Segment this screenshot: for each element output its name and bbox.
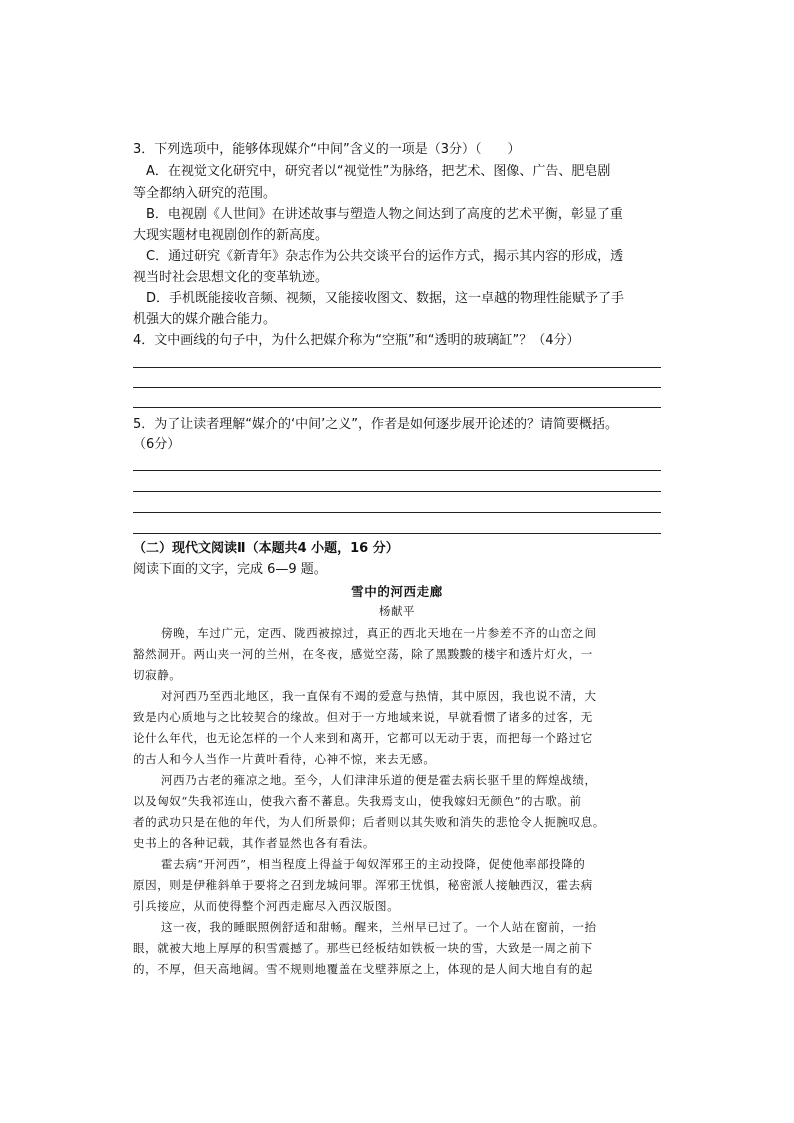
q3-option-a-line2: 等全都纳入研究的范围。 (133, 186, 277, 201)
article-p5-line3: 的，不厚，但天高地阔。雪不规则地覆盖在戈壁莽原之上，体现的是人间大地自有的起 (133, 962, 593, 976)
article-p2-line4: 的古人和今人当作一片黄叶看待，心神不惊，来去无感。 (133, 752, 436, 766)
q3-option-d-line1: D．手机既能接收音频、视频，又能接收图文、数据，这一卓越的物理性能赋予了手 (146, 291, 625, 306)
q5-answer-line-2[interactable] (133, 491, 661, 492)
q4-answer-line-2[interactable] (133, 387, 661, 388)
section2-heading: （二）现代文阅读Ⅱ（本题共4 小题，16 分） (133, 541, 399, 556)
article-p1-line1: 傍晚，车过广元，定西、陇西被掠过，真正的西北天地在一片参差不齐的山峦之间 (161, 626, 597, 640)
q3-stem: 3．下列选项中，能够体现媒介“中间”含义的一项是（3分）（ ） (133, 142, 521, 157)
q3-option-c-line1: C．通过研究《新青年》杂志作为公共交谈平台的运作方式，揭示其内容的形成，透 (146, 249, 624, 264)
article-p3-line3: 者的武功只是在他的年代，为人们所景仰；后者则以其失败和消失的悲怆令人扼腕叹息。 (133, 815, 605, 829)
q5-stem-line2: （6分） (133, 437, 181, 452)
article-p2-line1: 对河西乃至西北地区，我一直保有不竭的爱意与热情，其中原因，我也说不清，大 (161, 689, 597, 703)
article-p3-line4: 史书上的各种记载，其作者显然也各有看法。 (133, 836, 375, 850)
q5-answer-line-4[interactable] (133, 533, 661, 534)
article-p3-line2: 以及匈奴“失我祁连山，使我六畜不蕃息。失我焉支山，使我嫁妇无颜色”的古歌。前 (133, 794, 582, 808)
article-p1-line3: 切寂静。 (133, 668, 182, 682)
article-p4-line1: 霍去病“开河西”，相当程度上得益于匈奴浑邪王的主动投降，促使他率部投降的 (161, 857, 586, 871)
q4-stem: 4．文中画线的句子中，为什么把媒介称为“空瓶”和“透明的玻璃缸”？（4分） (133, 333, 580, 348)
q3-option-c-line2: 视当时社会思想文化的变革轨迹。 (133, 270, 329, 285)
q3-option-b-line2: 大现实题材电视剧创作的新高度。 (133, 228, 329, 243)
article-p4-line2: 原因，则是伊稚斜单于要将之召到龙城问罪。浑邪王忧惧，秘密派人接触西汉，霍去病 (133, 878, 593, 892)
q3-option-d-line2: 机强大的媒介融合能力。 (133, 312, 277, 327)
section2-instruction: 阅读下面的文字，完成 6—9 题。 (133, 562, 327, 577)
q3-option-b-line1: B．电视剧《人世间》在讲述故事与塑造人物之间达到了高度的艺术平衡，彰显了重 (146, 207, 623, 222)
article-p2-line3: 论什么年代，也无论怎样的一个人来到和离开，它都可以无动于衷，而把每一个路过它 (133, 731, 593, 745)
article-title: 雪中的河西走廊 (351, 584, 443, 599)
q4-answer-line-1[interactable] (133, 367, 661, 368)
q3-option-a-line1: A．在视觉文化研究中，研究者以“视觉性”为脉络，把艺术、图像、广告、肥皂剧 (146, 164, 611, 179)
article-p5-line1: 这一夜，我的睡眠照例舒适和甜畅。醒来，兰州早已过了。一个人站在窗前，一抬 (161, 920, 597, 934)
article-p4-line3: 引兵接应，从而使得整个河西走廊尽入西汉版图。 (133, 899, 400, 913)
q5-answer-line-1[interactable] (133, 470, 661, 471)
article-p1-line2: 豁然洞开。两山夹一河的兰州，在冬夜，感觉空荡，除了黑黢黢的楼宇和透片灯火，一 (133, 647, 593, 661)
q5-answer-line-3[interactable] (133, 512, 661, 513)
q5-stem-line1: 5．为了让读者理解“媒介的‘中间’之义”，作者是如何逐步展开论述的？请简要概括。 (133, 417, 619, 432)
q4-answer-line-3[interactable] (133, 407, 661, 408)
article-p5-line2: 眼，就被大地上厚厚的积雪震撼了。那些已经板结如铁板一块的雪，大致是一周之前下 (133, 941, 593, 955)
article-p3-line1: 河西乃古老的雍凉之地。至今，人们津津乐道的便是霍去病长驱千里的辉煌战绩， (161, 773, 597, 787)
article-author: 杨献平 (378, 604, 416, 618)
article-p2-line2: 致是内心质地与之比较契合的缘故。但对于一方地域来说，早就看惯了诸多的过客，无 (133, 710, 593, 724)
